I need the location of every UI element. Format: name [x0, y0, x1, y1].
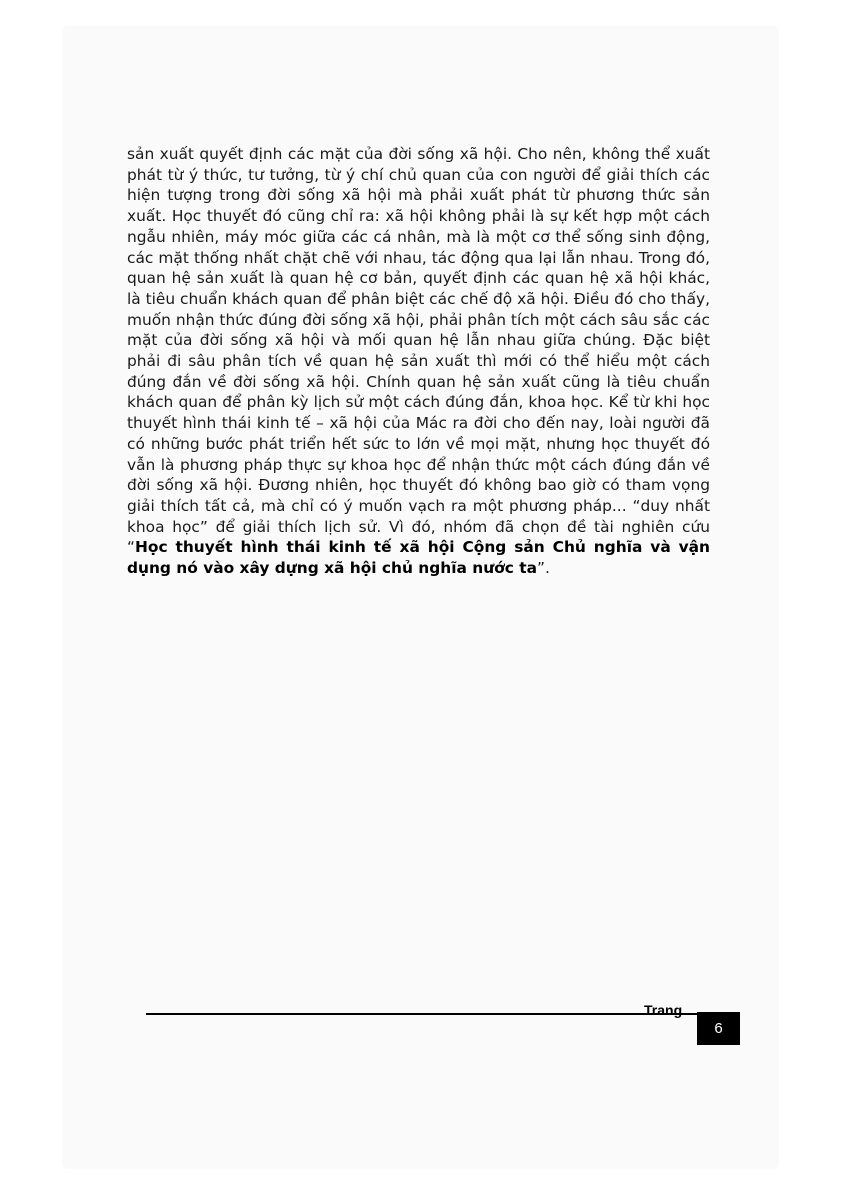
- topic-title: Học thuyết hình thái kinh tế xã hội Cộng sản Chủ nghĩa và vận dụng nó vào xây dựng xã hội chủ nghĩa nước ta: [127, 538, 710, 578]
- footer-page-label: Trang: [644, 1002, 683, 1018]
- body-paragraph: [127, 144, 710, 579]
- paragraph-text: sản xuất quyết định các mặt của đời sống xã hội. Cho nên, không thể xuất phát từ ý thức, tư tưởng, từ ý chí chủ quan của con người để giải thích các hiện tượng trong đời sống xã hội mà phải xuất phát từ phương thức sản xuất. Học thuyết đó cũng chỉ ra: xã hội không phải là sự kết hợp một cách ngẫu nhiên, máy móc giữa các cá nhân, mà là một cơ thể sống sinh động, các mặt thống nhất chặt chẽ với nhau, tác động qua lại lẫn nhau. Trong đó, quan hệ sản xuất là quan hệ cơ bản, quyết định các quan hệ xã hội khác, là tiêu chuẩn khách quan để phân biệt các chế độ xã hội. Điều đó cho thấy, muốn nhận thức đúng đời sống xã hội, phải phân tích một cách sâu sắc các mặt của đời sống xã hội và mối quan hệ lẫn nhau giữa chúng. Đặc biệt phải đi sâu phân tích về quan hệ sản xuất thì mới có thể hiểu một cách đúng đắn về đời sống xã hội. Chính quan hệ sản xuất cũng là tiêu chuẩn khách quan để phân kỳ lịch sử một cách đúng đắn, khoa học. Kể từ khi học thuyết hình thái kinh tế – xã hội của Mác ra đời cho đến nay, loài người đã có những bước phát triển hết sức to lớn về mọi mặt, nhưng học thuyết đó vẫn là phương pháp thực sự khoa học để nhận thức một cách đúng đắn về đời sống xã hội. Đương nhiên, học thuyết đó không bao giờ có tham vọng giải thích tất cả, mà chỉ có ý muốn vạch ra một phương pháp... “duy nhất khoa học” để giải thích lịch sử. Vì đó, nhóm đã chọn đề tài nghiên cứu “: [127, 145, 710, 557]
- paragraph-closing: ”.: [536, 559, 550, 578]
- page-number-badge: [697, 1012, 740, 1045]
- footer-divider: [146, 1013, 697, 1015]
- page-number: 6: [714, 1020, 723, 1037]
